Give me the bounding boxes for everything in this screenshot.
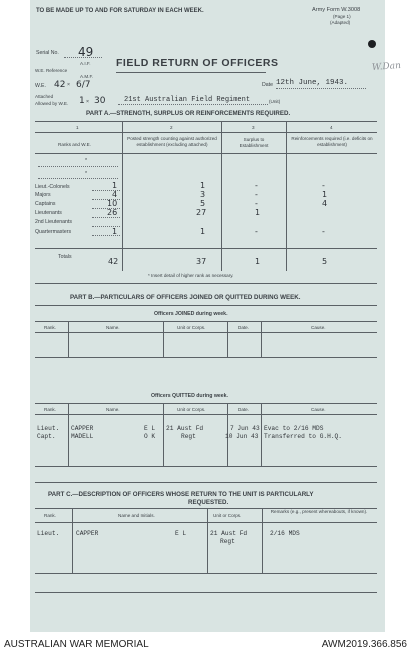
col-number-3: 3	[252, 125, 255, 130]
quitted-row-1-name: CAPPER	[71, 425, 94, 432]
army-form-number: Army Form W.3008	[312, 7, 361, 13]
quitted-row-2-initials: O K	[144, 433, 156, 440]
posted-lieutenants: 27	[196, 208, 207, 217]
footer-right: AWM2019.366.856	[321, 639, 407, 650]
joined-col-unit: Unit or Corps.	[177, 325, 206, 330]
quitted-col-date: Date.	[238, 407, 249, 412]
quitted-row-1-date: 7 Jun 43	[230, 425, 260, 432]
we-reference-label: W.E. Reference	[35, 68, 68, 73]
quitted-row-2-name: MADELL	[71, 433, 94, 440]
quitted-row-1-initials: E L	[144, 425, 156, 432]
part-c-row-1-unit: 21 Aust Fd	[210, 530, 248, 537]
we-majors: 4	[112, 190, 118, 199]
rank-label-lieutenants: Lieutenants	[35, 210, 62, 216]
quitted-row-1-cause: Evac to 2/16 MDS	[264, 425, 324, 432]
col-header-ranks: Ranks and W.E.	[58, 142, 91, 147]
serial-label: Serial No.	[36, 50, 59, 56]
we-captains: 10	[107, 199, 118, 208]
reinf-majors: 1	[322, 190, 328, 199]
quitted-col-rank: Rank.	[44, 407, 57, 412]
reinf-lt-col: -	[322, 181, 325, 190]
total-surplus: 1	[255, 257, 261, 266]
we-label: W.E.	[35, 83, 46, 89]
quitted-row-2-cause: Transferred to G.H.Q.	[264, 433, 342, 440]
we-value-b: 6/7	[76, 80, 91, 90]
we-lt-col: 1	[112, 181, 118, 190]
allowed-value-b: 30	[94, 96, 106, 106]
quitted-col-unit: Unit or Corps.	[177, 407, 206, 412]
part-c-row-1-remarks: 2/16 MDS	[270, 530, 300, 537]
part-c-col-name: Name and Initials.	[118, 513, 155, 518]
rank-label-captains: Captains	[35, 201, 56, 207]
part-c-row-1-name: CAPPER	[76, 530, 99, 537]
surplus-quartermasters: -	[255, 227, 258, 236]
unit-label: (Unit)	[269, 99, 281, 104]
surplus-majors: -	[255, 190, 258, 199]
rank-label-majors: Majors	[35, 192, 51, 198]
part-c-col-rank: Rank.	[44, 513, 57, 518]
quitted-row-2-rank: Capt.	[37, 433, 56, 440]
page-number: (Page 1)	[333, 14, 351, 19]
quitted-row-2-unit: Regt	[181, 433, 196, 440]
amf-label: A.M.F.	[80, 74, 94, 79]
rank-label-quartermasters: Quartermasters	[35, 229, 72, 235]
surplus-lieutenants: 1	[255, 208, 261, 217]
posted-lt-col: 1	[200, 181, 206, 190]
surplus-lt-col: -	[255, 181, 258, 190]
part-b-heading: PART B.—PARTICULARS OF OFFICERS JOINED OR QUITTED DURING WEEK.	[70, 294, 301, 301]
col-header-surplus: Surplus to Establishment	[239, 137, 269, 148]
surplus-captains: -	[255, 199, 258, 208]
date-value: 12th June, 1943.	[276, 79, 349, 87]
part-c-row-1-rank: Lieut.	[37, 530, 60, 537]
rank-label-2nd-lieutenants: 2nd Lieutenants	[35, 219, 72, 225]
quitted-title: Officers QUITTED during week.	[151, 393, 228, 399]
quitted-row-1-rank: Lieut.	[37, 425, 60, 432]
footer-left: AUSTRALIAN WAR MEMORIAL	[4, 639, 149, 650]
col-number-4: 4	[330, 125, 333, 130]
aif-label: A.I.F.	[80, 61, 91, 66]
punch-hole	[368, 40, 376, 48]
col-number-1: 1	[76, 125, 79, 130]
allowed-label: Allowed by W.E.	[35, 101, 69, 106]
top-note: TO BE MADE UP TO AND FOR SATURDAY IN EACH WEEK.	[36, 8, 204, 14]
total-we: 42	[108, 257, 119, 266]
form-title: FIELD RETURN OF OFFICERS	[116, 57, 279, 69]
quitted-row-1-unit: 21 Aust Fd	[166, 425, 204, 432]
attached-label: Attached	[35, 94, 54, 99]
part-c-heading-line-1: PART C.—DESCRIPTION OF OFFICERS WHOSE RETURN TO THE UNIT IS PARTICULARLY	[48, 491, 314, 498]
unit-value: 21st Australian Field Regiment	[124, 96, 251, 104]
reinf-quartermasters: -	[322, 227, 325, 236]
part-c-row-1-initials: E L	[175, 530, 187, 537]
totals-label: Totals	[58, 254, 72, 260]
joined-title: Officers JOINED during week.	[154, 311, 228, 317]
quitted-col-cause: Cause.	[311, 407, 326, 412]
part-c-col-unit: Unit or Corps.	[213, 513, 242, 518]
quitted-row-2-date: 10 Jun 43	[225, 433, 259, 440]
joined-col-rank: Rank.	[44, 325, 57, 330]
date-label: Date	[262, 82, 273, 88]
rank-label-lt-col: Lieut.-Colonels	[35, 184, 70, 190]
we-quartermasters: 1	[112, 227, 118, 236]
asterisk-row-2: *	[85, 171, 88, 177]
joined-col-cause: Cause.	[311, 325, 326, 330]
col-number-2: 2	[170, 125, 173, 130]
serial-value: 49	[78, 45, 94, 59]
archive-footer	[0, 638, 415, 653]
part-c-col-remarks: Remarks (e.g., present whereabouts, if known).	[270, 509, 368, 514]
col-header-reinforcements: Reinforcements required (i.e. deficits on establishment)	[291, 136, 373, 147]
total-posted: 37	[196, 257, 207, 266]
posted-captains: 5	[200, 199, 206, 208]
joined-col-name: Name.	[106, 325, 120, 330]
signature: W.Dan	[371, 61, 402, 73]
adapted-note: (Adapted)	[330, 20, 351, 25]
form-sheet: TO BE MADE UP TO AND FOR SATURDAY IN EACH WEEK. Army Form W.3008 (Page 1) (Adapted) Serial No. 49 A.I.F. W.E. Reference A.M.F. W.E. 42 × 6/7 Attached Allowed by W.E. 1 × 30 FIELD RETURN OF OFFICERS Date 12th June, 1943. 21st Australian Field Regiment (Unit) PART A.—STRENGTH, SURPLUS OR REINFORCEMENTS REQUIRED. 1 2 3 4 Ranks and W.E. Posted strength counting against authorized establishment (excluding attached) Surplus to Establishment Reinforcements required (i.e. deficits on establishment) * * Lieut.-Colonels Majors Captains Lieutenants 2nd Lieutenants Quartermasters 1 4 10 26 1 1 3 5 27 1 - - - 1 - - 1 4 - Totals 42 37 1 5 * Insert detail of higher rank as necessary. PART B.—PARTICULARS OF OFFICERS JOINED OR QUITTED DURING WEEK. Officers JOINED during week. Rank. Name. Unit or Corps. Date. Cause. Officers QUITTED during week. Rank. Name. Unit or Corps. Date. Cause. Lieut. CAPPER E L 21 Aust Fd 7 Jun 43 Evac to 2/16 MDS Capt. MADELL O K Regt 10 Jun 43 Transferred to G.H.Q. PART C.—DESCRIPTION OF OFFICERS WHOSE RETURN TO THE UNIT IS PARTICULARLY REQUESTED. Rank. Name and Initials. Unit or Corps. Remarks (e.g., present whereabouts, if known). Lieut. CAPPER E L 21 Aust Fd Regt 2/16 MDS	[30, 0, 385, 632]
joined-col-date: Date.	[238, 325, 249, 330]
part-a-footnote: * Insert detail of higher rank as necessary.	[148, 273, 234, 278]
we-value-a: 42	[54, 80, 66, 90]
posted-majors: 3	[200, 190, 206, 199]
total-reinf: 5	[322, 257, 328, 266]
reinf-captains: 4	[322, 199, 328, 208]
allowed-value-a: 1	[79, 96, 85, 106]
posted-quartermasters: 1	[200, 227, 206, 236]
quitted-col-name: Name.	[106, 407, 120, 412]
part-c-heading-line-2: REQUESTED.	[188, 499, 229, 506]
part-c-row-1-unit-2: Regt	[220, 538, 235, 545]
col-header-posted: Posted strength counting against authorized establishment (excluding attached)	[127, 136, 217, 147]
part-a-heading: PART A.—STRENGTH, SURPLUS OR REINFORCEMENTS REQUIRED.	[86, 110, 291, 117]
asterisk-row-1: *	[85, 158, 88, 164]
we-lieutenants: 26	[107, 208, 118, 217]
